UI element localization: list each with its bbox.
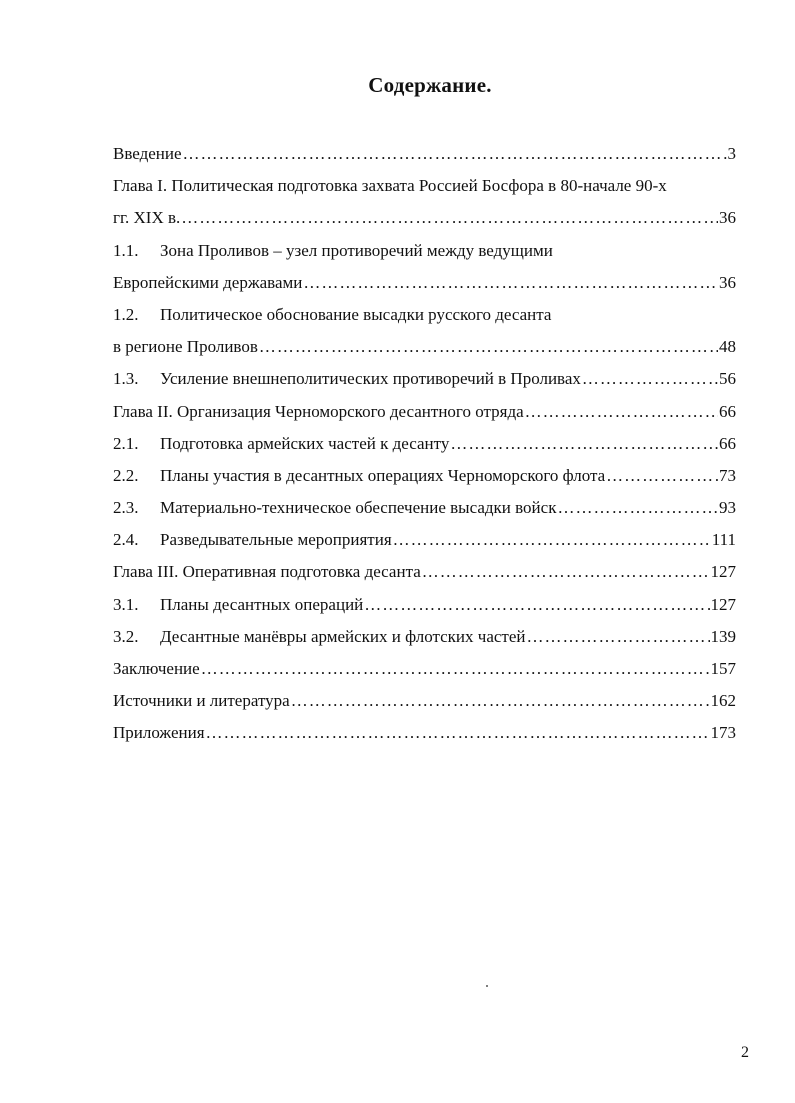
toc-entry-sources[interactable] [113,687,736,719]
toc-entry-text-wrap [113,494,556,521]
toc-entry-chapter-2[interactable] [113,398,736,430]
toc-entry-page: 111 [711,530,736,550]
toc-entry-text: Подготовка армейских частей к десанту [160,433,450,453]
toc-entry-text: Введение [113,144,182,163]
toc-entry-page: 3 [727,144,736,163]
toc-entry-page: 73 [719,465,736,485]
toc-entry-2-4[interactable] [113,526,736,558]
toc-entry-text: Источники и литература [113,691,290,711]
dot-leader [582,365,718,392]
toc-entry-text: гг. XIX в. [113,208,181,228]
toc-entry-page: 157 [710,659,736,678]
toc-entry-page: 173 [710,723,736,743]
toc-entry-2-2[interactable] [113,462,736,494]
toc-entry-page: 36 [719,208,736,228]
toc-entry-text: Десантные манёвры армейских и флотских частей [160,626,526,646]
toc-entry-number: 1.3. [113,369,139,389]
toc-entry-text-wrap [113,591,363,618]
scan-speck [486,985,488,987]
toc-entry-text: Планы десантных операций [160,594,364,614]
toc-entry-page: 93 [719,498,736,518]
dot-leader [181,204,718,231]
toc-entry-page: 48 [719,337,736,357]
toc-entry-1-3[interactable] [113,365,736,397]
page-number: 2 [741,1044,749,1061]
toc-entry-text: Зона Проливов – узел противоречий между ведущими [160,240,553,260]
toc-entry-page: 127 [710,562,736,582]
dot-leader [201,655,710,682]
toc-entry-number: 3.1. [113,594,139,614]
dot-leader [606,462,718,489]
toc-entry-text: Глава III. Оперативная подготовка десанта [113,562,421,582]
toc-entry-page: 56 [719,369,736,389]
toc-entry-text-wrap [113,430,449,457]
toc-entry-text: Европейскими державами [113,272,303,292]
toc-entry-introduction[interactable] [113,140,736,172]
toc-entry-text: Глава II. Организация Черноморского десантного отряда [113,401,524,421]
toc-entry-number: 3.2. [113,626,139,646]
toc-entry-text-wrap [113,462,605,489]
table-of-contents [113,140,736,752]
toc-entry-page: 66 [719,433,736,453]
toc-entry-conclusion[interactable] [113,655,736,687]
toc-entry-text: Приложения [113,723,205,743]
toc-entry-number: 2.3. [113,498,139,518]
toc-entry-chapter-1-line-2[interactable] [113,204,736,236]
toc-entry-number: 2.2. [113,465,139,485]
toc-entry-3-2[interactable] [113,623,736,655]
toc-entry-chapter-1-line-1[interactable] [113,172,736,204]
toc-entry-1-2-line-2[interactable] [113,333,736,365]
toc-entry-page: 162 [710,691,736,711]
dot-leader [206,719,710,746]
toc-entry-page: 139 [710,626,736,646]
toc-entry-1-1-line-1[interactable] [113,237,736,269]
toc-entry-number: 1.1. [113,240,139,260]
dot-leader [526,623,709,650]
toc-entry-number: 2.1. [113,433,139,453]
toc-entry-appendices[interactable] [113,719,736,751]
toc-entry-text: в регионе Проливов [113,337,258,357]
toc-entry-text-wrap [113,526,392,553]
dot-leader [525,398,718,425]
toc-entry-number: 1.2. [113,304,139,324]
toc-entry-page: 127 [710,594,736,614]
dot-leader [291,687,710,714]
toc-entry-text: Усиление внешнеполитических противоречий в Проливах [160,369,581,389]
toc-entry-1-1-line-2[interactable] [113,269,736,301]
toc-entry-text: Политическое обоснование высадки русского десанта [160,304,552,324]
toc-entry-page: 66 [719,401,736,421]
dot-leader [393,526,711,553]
toc-entry-2-3[interactable] [113,494,736,526]
toc-entry-text: Заключение [113,659,200,678]
toc-entry-text: Планы участия в десантных операциях Черноморского флота [160,465,606,485]
toc-entry-2-1[interactable] [113,430,736,462]
toc-entry-text-wrap [113,365,581,392]
toc-entry-text: Глава I. Политическая подготовка захвата Россией Босфора в 80-начале 90-х [113,176,667,196]
dot-leader [303,269,718,296]
dot-leader [450,430,718,457]
toc-entry-text: Материально-техническое обеспечение высадки войск [160,498,557,518]
dot-leader [259,333,718,360]
dot-leader [183,140,727,167]
toc-entry-text: Разведывательные мероприятия [160,530,392,550]
toc-entry-chapter-3[interactable] [113,558,736,590]
dot-leader [364,591,709,618]
page-title: Содержание. [368,73,492,97]
toc-entry-page: 36 [719,272,736,292]
dot-leader [557,494,718,521]
toc-entry-1-2-line-1[interactable] [113,301,736,333]
dot-leader [422,558,710,585]
toc-entry-text-wrap [113,623,525,650]
toc-entry-number: 2.4. [113,530,139,550]
toc-entry-3-1[interactable] [113,591,736,623]
